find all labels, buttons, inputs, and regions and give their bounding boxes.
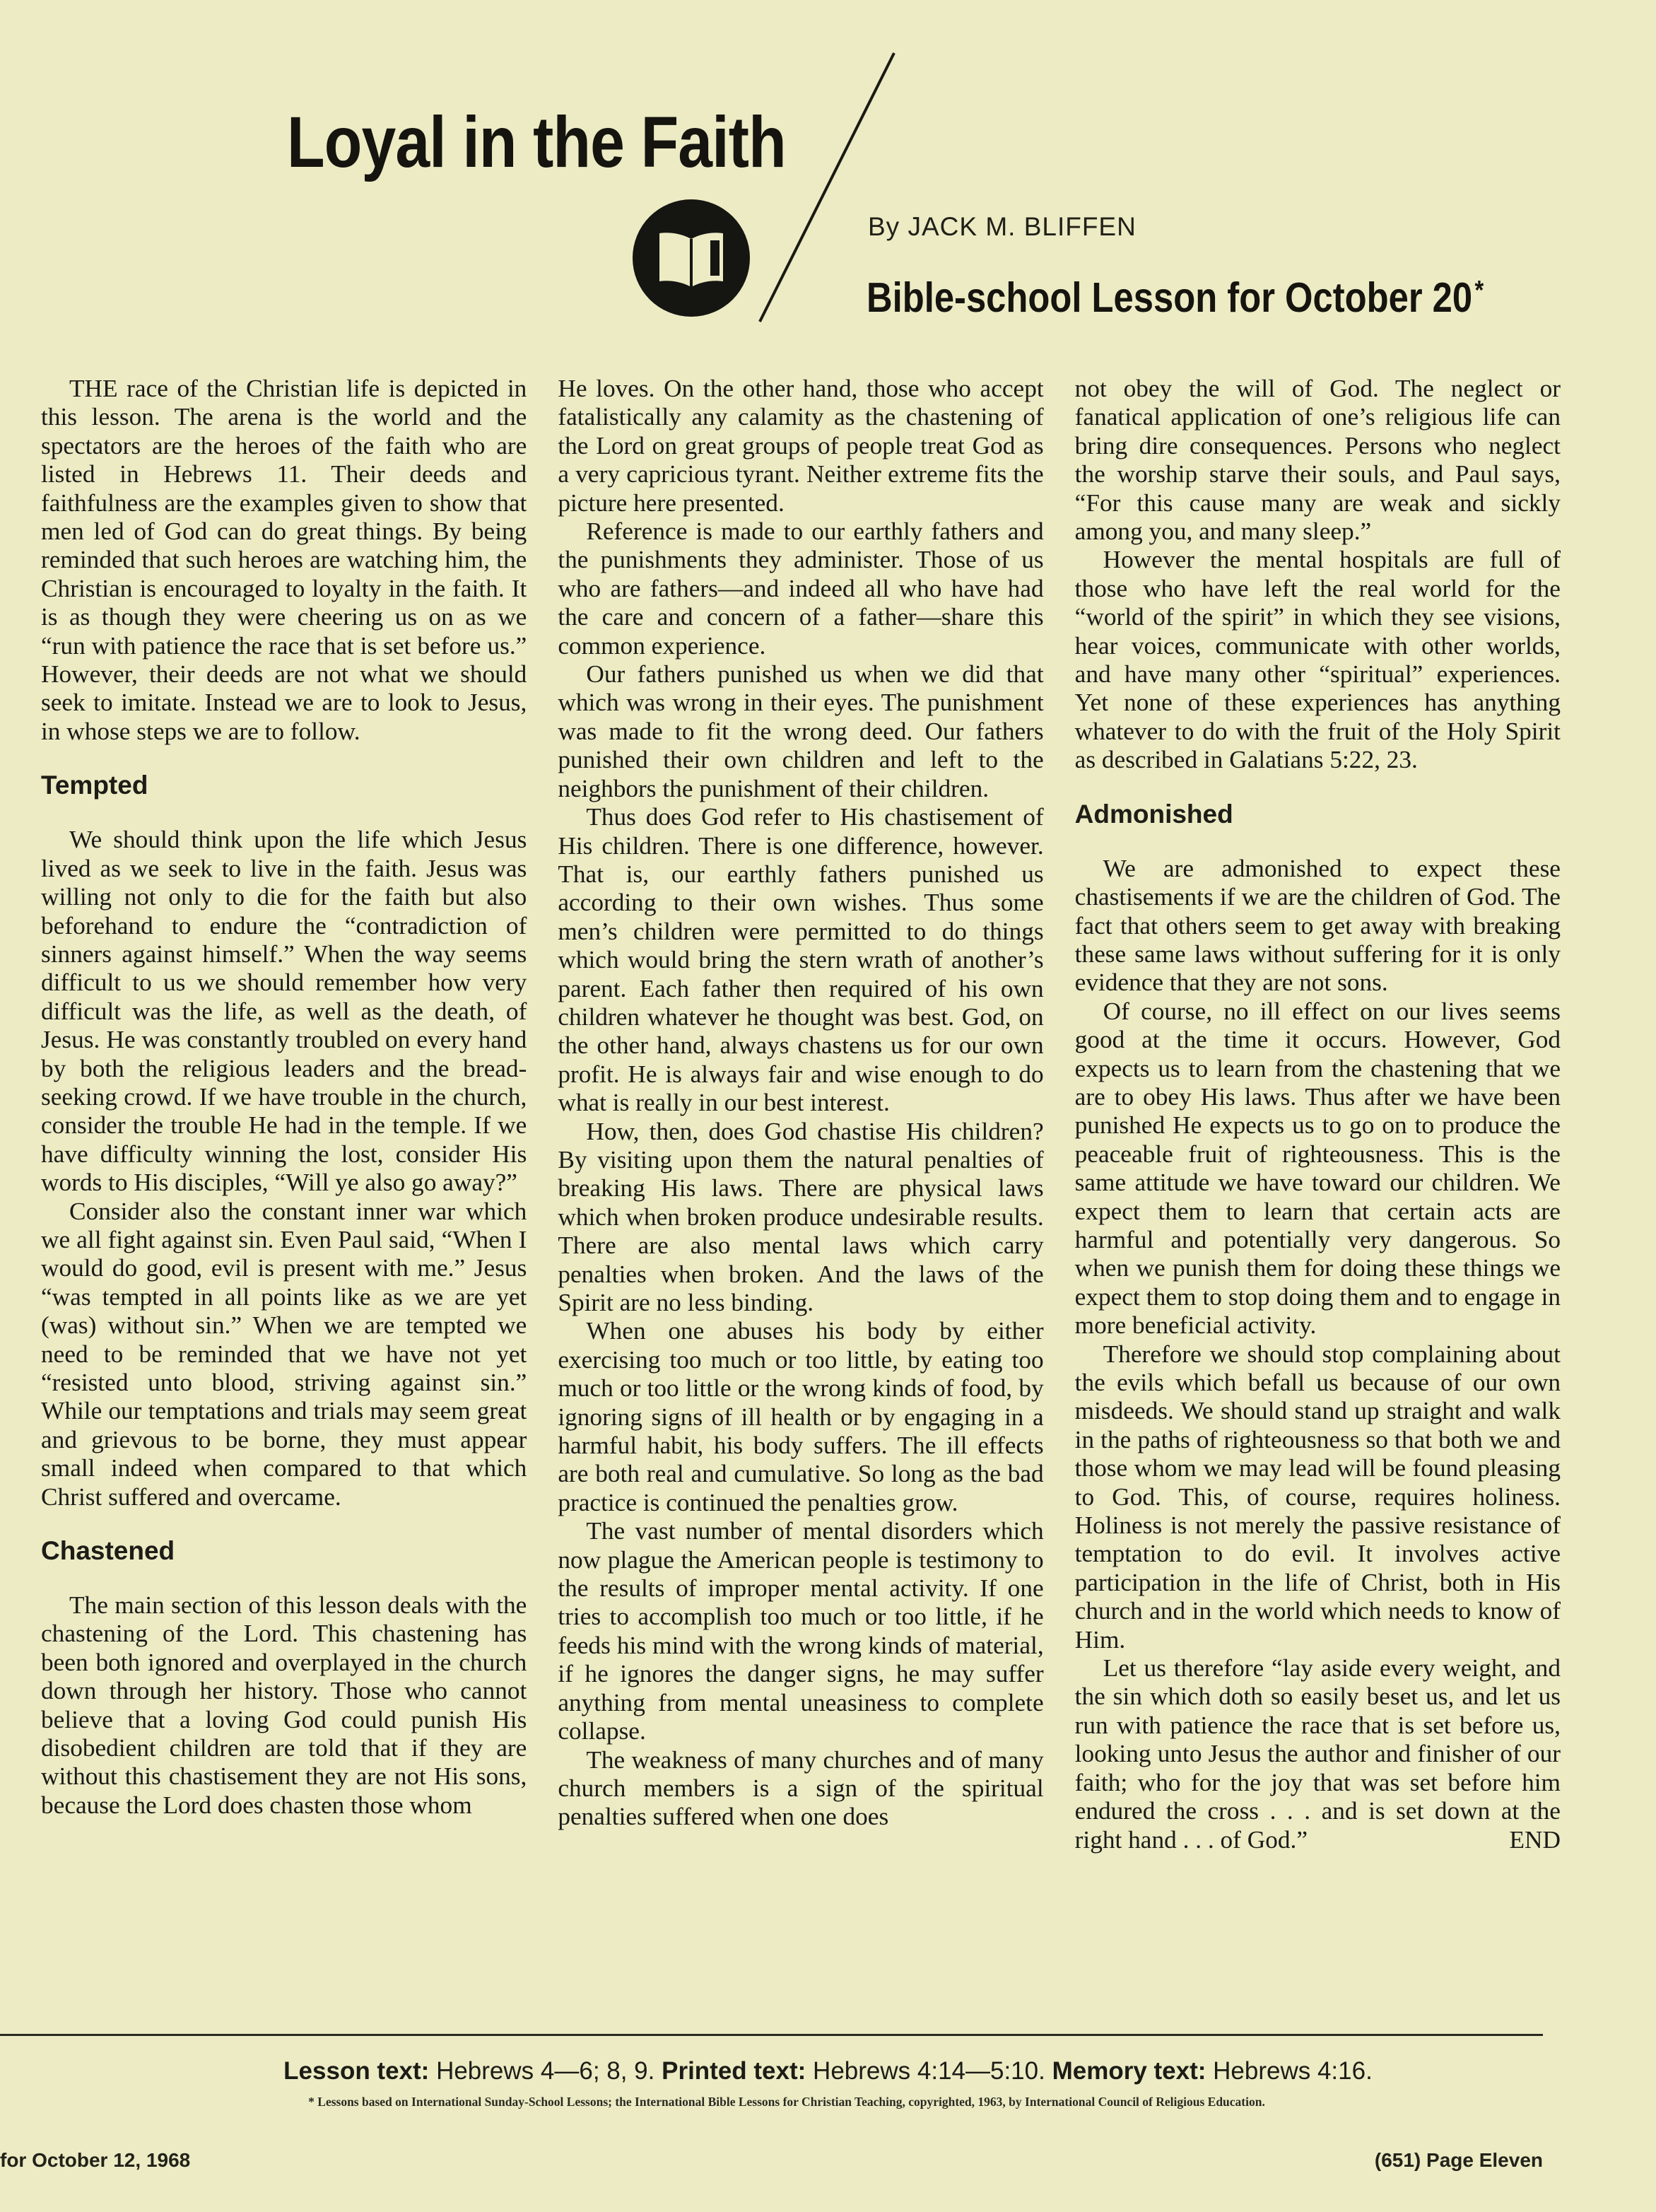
column-1 [41,375,527,2022]
memory-text-value: Hebrews 4:16. [1213,2057,1373,2085]
column-2 [558,375,1043,2022]
end-mark: END [1509,1825,1561,1854]
paragraph: The vast number of mental disorders which now plague the American people is testimony to the results of improper mental activity. If one tries to accomplish too much or too little, if he feeds his mind with the wrong kinds of material, if he ignores the danger signs, he may suffer anything from mental uneasiness to complete collapse. [558,1517,1044,1745]
paragraph: Of course, no ill effect on our lives seems good at the time it occurs. However, God expects us to learn from the chastening that we are to obey His laws. Thus after we have been punished He expects us to go on to produce the peaceable fruit of righteousness. This is the same attitude we have toward our children. We expect them to learn that certain acts are harmful and potentially very dangerous. So when we punish them for doing these things we expect them to stop doing them and to engage in more beneficial activity. [1074,997,1561,1340]
paragraph: When one abuses his body by either exercising too much or too little, by eating too much or too little or the wrong kinds of food, by ignoring signs of ill health or by engaging in a harmful habit, his body suffers. The ill effects are both real and cumulative. So long as the bad practice is continued the penalties grow. [558,1317,1044,1516]
lesson-text-value: Hebrews 4—6; 8, 9. [436,2057,655,2085]
paragraph: Consider also the constant inner war which we all fight against sin. Even Paul said, “When I would do good, evil is present with me.” Jesus “was tempted in all points like as we are yet (was) without sin.” When we are tempted we need to be reminded that we have not yet “resisted unto blood, striving against sin.” While our temptations and trials may seem great and grievous to be borne, they must appear small indeed when compared to that which Christ suffered and overcame. [41,1197,527,1511]
section-heading-chastened: Chastened [41,1536,175,1566]
closing-quote: Let us therefore “lay aside every weight, and the sin which doth so easily beset us, and let us run with patience the race that is set before us, looking unto Jesus the author and finisher of our faith; who for the joy that was set before him endured the cross . . . and is set down at the right hand . . . of God.” [1074,1654,1561,1854]
open-book-icon [631,198,751,318]
intro-paragraph: THE race of the Christian life is depicted in this lesson. The arena is the world and the spectators are the heroes of the faith who are listed in Hebrews 11. Their deeds and faithfulness are the examples given to show that men led of God can do great things. By being reminded that such heroes are watching him, the Christian is encouraged to loyalty in the faith. It is as though they were cheering us on as we “run with patience the race that is set before us.” However, their deeds are not what we should seek to imitate. Instead we are to look to Jesus, in whose steps we are to follow. [41,375,527,745]
closing-paragraph [1075,1654,1561,1854]
article-title: Loyal in the Faith [287,102,786,182]
paragraph: Therefore we should stop complaining about the evils which befall us because of our own misdeeds. We should stand up straight and walk in the paths of righteousness so that both we and those whom we may lead will be found pleasing to God. This, of course, requires holiness. Holiness is not merely the passive resistance of temptation to do evil. It involves active participation in the life of Christ, both in His church and in the world which needs to know of Him. [1074,1340,1561,1654]
scripture-references [0,2057,1656,2085]
author-byline: By JACK M. BLIFFEN [868,212,1137,241]
column-3 [1075,375,1561,2022]
paragraph: We should think upon the life which Jesus lived as we seek to live in the faith. Jesus was willing not only to die for the faith but also beforehand to endure the “contradiction of sinners against himself.” When the way seems difficult to us we should remember how very difficult was the life, as well as the death, of Jesus. He was constantly troubled on every hand by both the religious leaders and the bread-seeking crowd. If we have trouble in the church, consider the trouble He had in the temple. If we have difficulty winning the lost, consider His words to His disciples, “Will ye also go away?” [41,826,527,1197]
paragraph: How, then, does God chastise His children? By visiting upon them the natural penalties of breaking His laws. There are physical laws which when broken produce undesirable results. There are also mental laws which carry penalties when broken. And the laws of the Spirit are no less binding. [558,1117,1044,1316]
copyright-footnote: * Lessons based on International Sunday-School Lessons; the International Bible Lessons for Christian Teaching, copyrighted, 1963, by International Council of Religious Education. [308,2095,1265,2109]
memory-text-label: Memory text: [1052,2057,1206,2085]
paragraph: not obey the will of God. The neglect or fanatical application of one’s religious life can bring dire consequences. Persons who neglect the worship starve their souls, and Paul says, “For this cause many are weak and sickly among you, and many sleep.” [1074,375,1561,546]
lesson-date-text: Bible-school Lesson for October 20 [867,274,1473,321]
paragraph: The main section of this lesson deals with the chastening of the Lord. This chastening has been both ignored and overplayed in the church down through her history. Those who cannot believe that a loving God could punish His disobedient children are told that if they are without this chastisement they are not His sons, because the Lord does chasten those whom [41,1591,527,1819]
section-heading-admonished: Admonished [1074,799,1233,829]
paragraph: Thus does God refer to His chastisement of His children. There is one difference, however. That is, our earthly fathers punished us according to their own wishes. Thus some men’s children were permitted to do things which would bring the stern wrath of another’s parent. Each father then required of his own children whatever he thought was best. God, on the other hand, always chastens us for our own profit. He is always fair and wise enough to do what is really in our best interest. [558,803,1044,1117]
paragraph: Our fathers punished us when we did that which was wrong in their eyes. The punishment was made to fit the wrong deed. Our fathers punished their own children and left to the neighbors the punishment of their children. [558,660,1044,802]
printed-text-value: Hebrews 4:14—5:10. [813,2057,1045,2085]
lesson-text-label: Lesson text: [283,2057,430,2085]
article-body [41,375,1561,2022]
section-heading-tempted: Tempted [41,771,148,800]
page-number: (651) Page Eleven [1374,2149,1543,2171]
issue-date: for October 12, 1968 [0,2149,191,2171]
lesson-date-heading [867,274,1484,321]
footer-divider [0,2034,1543,2036]
paragraph: We are admonished to expect these chastisements if we are the children of God. The fact that others seem to get away with breaking these same laws without suffering for it is only evidence that they are not sons. [1074,854,1561,997]
paragraph: He loves. On the other hand, those who accept fatalistically any calamity as the chastening of the Lord on great groups of people treat God as a very capricious tyrant. Neither extreme fits the picture here presented. [558,375,1044,517]
paragraph: The weakness of many churches and of many church members is a sign of the spiritual penalties suffered when one does [558,1745,1044,1831]
paragraph: Reference is made to our earthly fathers and the punishments they administer. Those of us who are fathers—and indeed all who have had the care and concern of a father—share this common experience. [558,517,1044,660]
paragraph: However the mental hospitals are full of those who have left the real world for the “world of the spirit” in which they see visions, hear voices, communicate with other worlds, and have many other “spiritual” experiences. Yet none of these experiences has anything whatever to do with the fruit of the Holy Spirit as described in Galatians 5:22, 23. [1074,546,1561,774]
footnote-marker: * [1474,276,1484,305]
printed-text-label: Printed text: [662,2057,806,2085]
